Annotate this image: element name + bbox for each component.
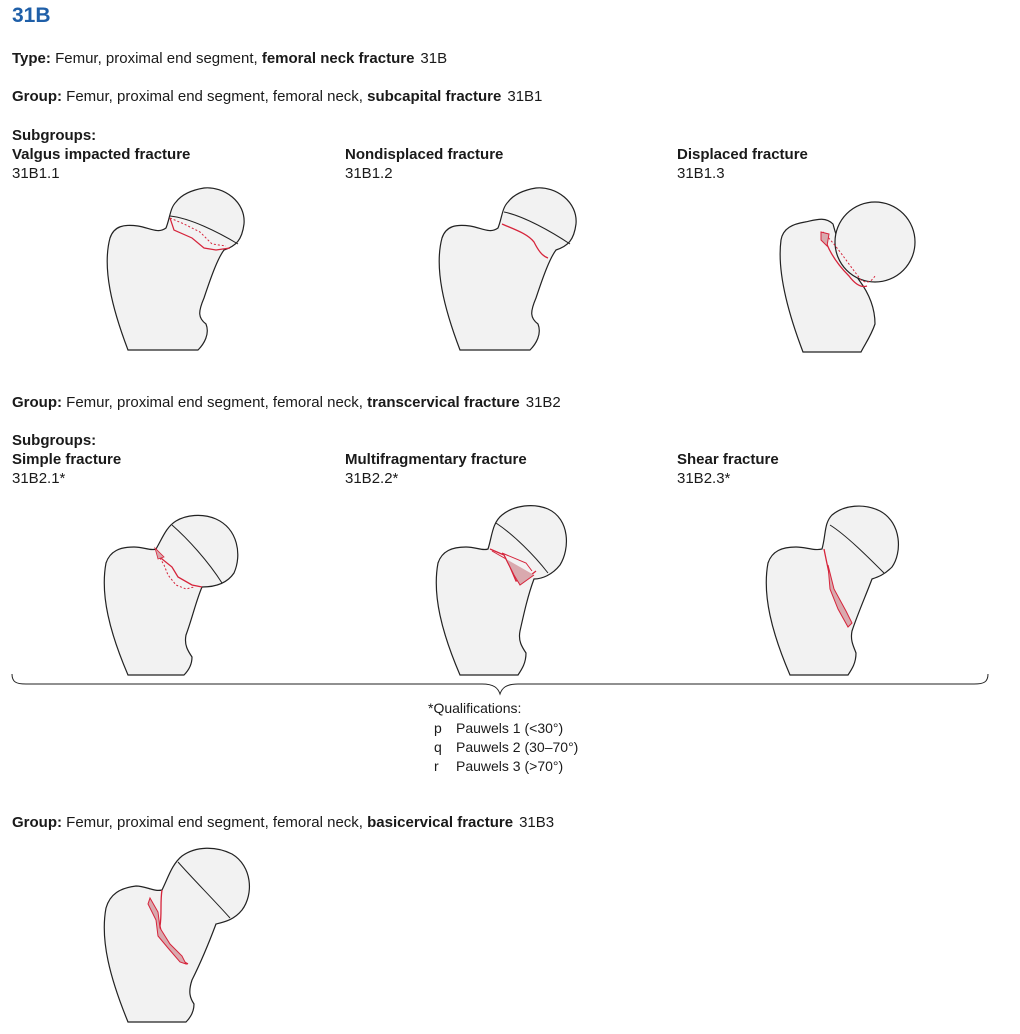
- femur-illustration-31B1-3: [775, 200, 925, 355]
- qualification-letter: r: [434, 758, 439, 774]
- group1-label: Group:: [12, 88, 62, 105]
- femur-illustration-31B1-2: [432, 188, 582, 353]
- type-label: Type:: [12, 50, 51, 67]
- group3-line: [12, 814, 554, 831]
- femur-illustration-31B2-1: [98, 515, 248, 677]
- qualification-q: [434, 739, 578, 755]
- femur-illustration-31B2-2: [430, 505, 580, 677]
- femur-illustration-31B3: [98, 848, 258, 1024]
- qualification-p: [434, 720, 563, 736]
- group1-subgroups-label: Subgroups:: [12, 127, 97, 144]
- femur-illustration-31B2-3: [760, 505, 910, 677]
- group1-code: 31B1: [507, 88, 543, 105]
- subgroup-31B2-1-name: Simple fracture: [12, 451, 122, 468]
- group3-code: 31B3: [519, 814, 555, 831]
- qualification-text: Pauwels 1 (<30°): [456, 720, 564, 736]
- subgroup-31B2-1-code: 31B2.1*: [12, 470, 66, 487]
- qualification-letter: p: [434, 720, 442, 736]
- curly-brace: [10, 672, 992, 698]
- subgroup-31B1-2-name: Nondisplaced fracture: [345, 146, 504, 163]
- subgroup-31B1-3-name: Displaced fracture: [677, 146, 808, 163]
- subgroup-31B2-2-name: Multifragmentary fracture: [345, 451, 527, 468]
- subgroup-31B1-1-name: Valgus impacted fracture: [12, 146, 191, 163]
- group2-code: 31B2: [525, 394, 561, 411]
- subgroup-31B2-2-code: 31B2.2*: [345, 470, 399, 487]
- group2-text: Femur, proximal end segment, femoral neck,: [66, 394, 363, 411]
- subgroup-31B1-3-code: 31B1.3: [677, 165, 725, 182]
- type-bold: femoral neck fracture: [261, 50, 415, 67]
- subgroup-31B2-3-name: Shear fracture: [677, 451, 779, 468]
- subgroup-31B1-1-code: 31B1.1: [12, 165, 60, 182]
- qualification-text: Pauwels 2 (30–70°): [456, 739, 579, 755]
- type-text: Femur, proximal end segment,: [55, 50, 258, 67]
- page-title: 31B: [12, 4, 51, 27]
- type-line: [12, 50, 447, 67]
- group3-bold: basicervical fracture: [367, 814, 514, 831]
- qualification-text: Pauwels 3 (>70°): [456, 758, 564, 774]
- group1-bold: subcapital fracture: [367, 88, 502, 105]
- group2-line: [12, 394, 561, 411]
- group2-label: Group:: [12, 394, 62, 411]
- group2-bold: transcervical fracture: [367, 394, 520, 411]
- qualifications-title: *Qualifications:: [428, 700, 522, 716]
- group2-subgroups-label: Subgroups:: [12, 432, 97, 449]
- group3-text: Femur, proximal end segment, femoral neck,: [66, 814, 363, 831]
- group1-line: [12, 88, 542, 105]
- group3-label: Group:: [12, 814, 62, 831]
- type-code: 31B: [420, 50, 448, 67]
- group1-text: Femur, proximal end segment, femoral neck,: [66, 88, 363, 105]
- subgroup-31B1-2-code: 31B1.2: [345, 165, 393, 182]
- subgroup-31B2-3-code: 31B2.3*: [677, 470, 731, 487]
- qualification-r: [434, 758, 563, 774]
- qualification-letter: q: [434, 739, 442, 755]
- femur-illustration-31B1-1: [100, 188, 250, 353]
